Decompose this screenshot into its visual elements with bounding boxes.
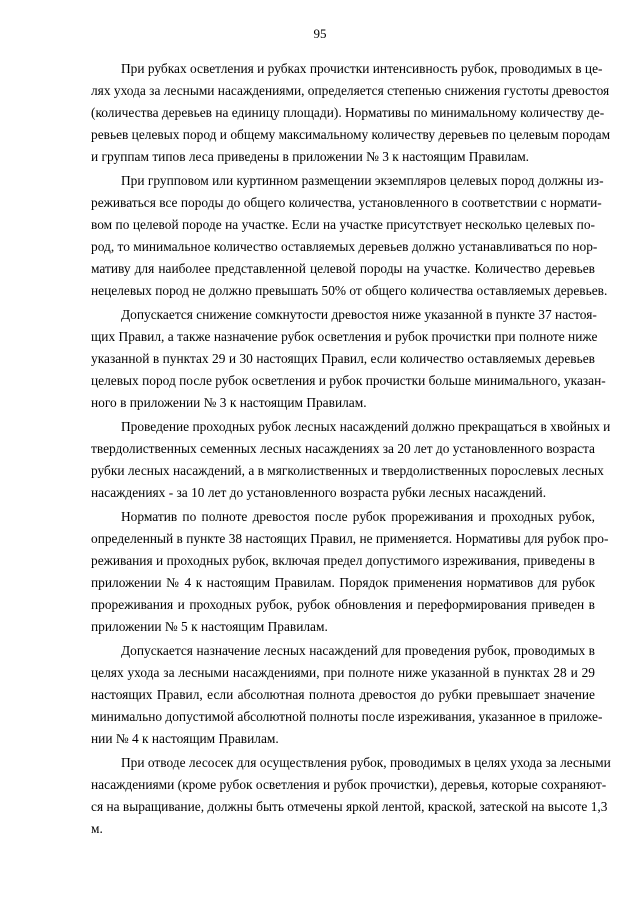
text-line: реживаться все породы до общего количества, установленного в соответствии с нормати- xyxy=(91,195,602,210)
text-line: При отводе лесосек для осуществления рубок, проводимых в целях ухода за лесными xyxy=(121,755,611,770)
text-line: определенный в пункте 38 настоящих Правил, не применяется. Нормативы для рубок про- xyxy=(91,531,609,546)
text-line: указанной в пунктах 29 и 30 настоящих Правил, если количество оставляемых деревьев xyxy=(91,351,595,366)
text-line: минимально допустимой абсолютной полноты после изреживания, указанное в приложе- xyxy=(91,709,603,724)
text-line: целях ухода за лесными насаждениями, при полноте ниже указанной в пунктах 28 и 29 xyxy=(91,665,595,680)
text-line: приложении № 4 к настоящим Правилам. Порядок применения нормативов для рубок xyxy=(91,575,595,590)
text-line: реживания и проходных рубок, включая предел допустимого изреживания, приведены в xyxy=(91,553,595,568)
page-number: 95 xyxy=(313,26,327,41)
text-line: При групповом или куртинном размещении экземпляров целевых пород должны из- xyxy=(121,173,604,188)
text-line: настоящих Правил, если абсолютная полнота древостоя до рубки превышает значение xyxy=(91,687,595,702)
text-line: щих Правил, а также назначение рубок осветления и рубок прочистки при полноте ниже xyxy=(91,329,598,344)
text-line: целевых пород после рубок осветления и рубок прочистки больше минимального, указан- xyxy=(91,373,606,388)
text-line: твердолиственных семенных лесных насаждениях за 20 лет до установленного возраста xyxy=(91,441,595,456)
text-line: При рубках осветления и рубках прочистки интенсивность рубок, проводимых в це- xyxy=(121,61,603,76)
text-line: Допускается снижение сомкнутости древостоя ниже указанной в пункте 37 настоя- xyxy=(121,307,597,322)
text-line: м. xyxy=(91,821,103,836)
text-line: насаждениями (кроме рубок осветления и рубок прочистки), деревья, которые сохраняют- xyxy=(91,777,607,792)
text-line: насаждениях - за 10 лет до установленного возраста рубки лесных насаждений. xyxy=(91,485,547,500)
text-line: нии № 4 к настоящим Правилам. xyxy=(91,731,279,746)
text-line: рубки лесных насаждений, а в мягколиственных и твердолиственных порослевых лесных xyxy=(91,463,604,478)
text-line: ного в приложении № 3 к настоящим Правилам. xyxy=(91,395,367,410)
text-line: и группам типов леса приведены в приложении № 3 к настоящим Правилам. xyxy=(91,149,530,164)
text-line: Проведение проходных рубок лесных насаждений должно прекращаться в хвойных и xyxy=(121,419,611,434)
text-line: ся на выращивание, должны быть отмечены яркой лентой, краской, затеской на высоте 1,3 xyxy=(91,799,608,814)
text-line: лях ухода за лесными насаждениями, определяется степенью снижения густоты древостоя xyxy=(91,83,610,98)
text-line: ревьев целевых пород и общему максимальному количеству деревьев по целевым породам xyxy=(91,127,611,142)
text-line: (количества деревьев на единицу площади). Нормативы по минимальному количеству де- xyxy=(91,105,605,120)
text-line: Допускается назначение лесных насаждений для проведения рубок, проводимых в xyxy=(121,643,595,658)
text-line: приложении № 5 к настоящим Правилам. xyxy=(91,619,328,634)
text-line: нецелевых пород не должно превышать 50% от общего количества оставляемых деревьев. xyxy=(91,283,608,298)
text-line: род, то минимальное количество оставляемых деревьев должно устанавливаться по нор- xyxy=(91,239,598,254)
text-line: прореживания и проходных рубок, рубок обновления и переформирования приведен в xyxy=(91,597,595,612)
text-line: вом по целевой породе на участке. Если на участке присутствует несколько целевых по- xyxy=(91,217,595,232)
text-line: мативу для наиболее представленной целевой породы на участке. Количество деревьев xyxy=(91,261,595,276)
text-line: Норматив по полноте древостоя после рубок прореживания и проходных рубок, xyxy=(121,509,595,524)
